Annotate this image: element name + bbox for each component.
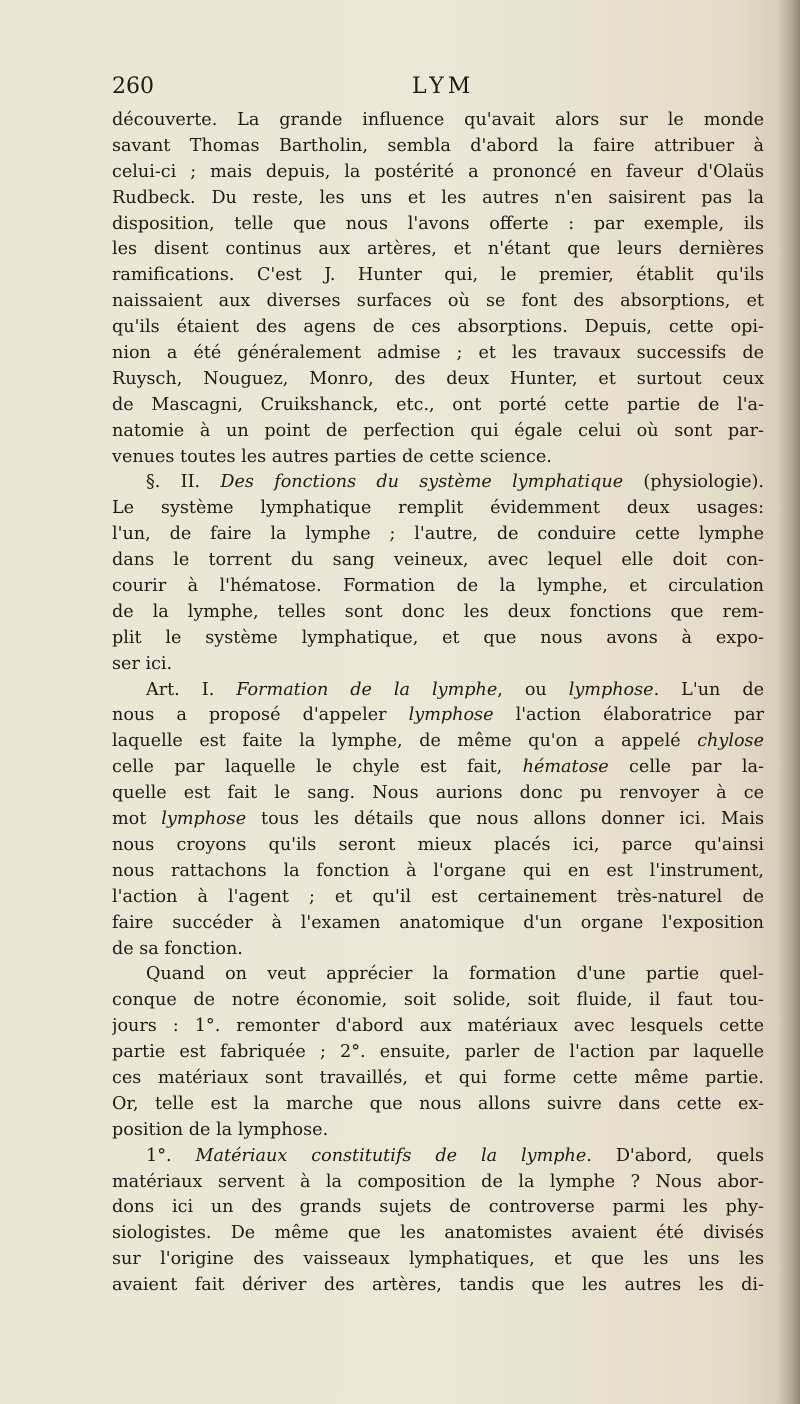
text-span: celle par la-: [608, 757, 764, 778]
text-span: celui-ci ; mais depuis, la postérité a prononcé en faveur d'Olaüs: [112, 161, 764, 182]
italic-text: hématose: [522, 757, 609, 778]
text-line: [112, 237, 764, 263]
text-span: Ruysch, Nouguez, Monro, des deux Hunter, et surtout ceux: [112, 368, 764, 389]
text-line: [112, 1092, 764, 1118]
text-line: [112, 574, 764, 600]
text-line: [112, 988, 764, 1014]
italic-text: chylose: [697, 731, 764, 752]
italic-text: Des fonctions du système lymphatique: [220, 472, 624, 493]
text-line: [112, 1118, 764, 1144]
text-span: jours : 1°. remonter d'abord aux matériaux avec lesquels cette: [112, 1016, 764, 1037]
text-span: mot: [112, 809, 162, 830]
text-span: Le système lymphatique remplit évidemment deux usages:: [112, 498, 764, 519]
text-line: [112, 600, 764, 626]
text-span: ser ici.: [112, 653, 173, 674]
text-line: [112, 1273, 764, 1299]
text-span: quelle est fait le sang. Nous aurions donc pu renvoyer à ce: [112, 783, 764, 804]
text-span: découverte. La grande influence qu'avait alors sur le monde: [112, 110, 764, 130]
text-line: [112, 212, 764, 238]
text-line: [112, 470, 764, 496]
running-head: LYM: [412, 74, 475, 99]
text-span: Rudbeck. Du reste, les uns et les autres n'en saisirent pas la: [112, 187, 764, 208]
page-number: 260: [112, 74, 154, 99]
text-span: position de la lymphose.: [112, 1119, 329, 1140]
text-span: nous rattachons la fonction à l'organe qui en est l'instrument,: [112, 860, 764, 881]
text-span: l'un, de faire la lymphe ; l'autre, de conduire cette lymphe: [112, 524, 764, 545]
text-line: [112, 393, 764, 419]
text-span: nous croyons qu'ils seront mieux placés ici, parce qu'ainsi: [112, 834, 764, 855]
text-line: [112, 341, 764, 367]
text-line: [112, 1144, 764, 1170]
text-line: [112, 678, 764, 704]
text-line: [112, 885, 764, 911]
text-span: de Mascagni, Cruikshanck, etc., ont porté cette partie de l'a-: [112, 394, 764, 415]
text-line: [112, 367, 764, 393]
text-span: tous les détails que nous allons donner ici. Mais: [246, 809, 764, 830]
text-span: naissaient aux diverses surfaces où se font des absorptions, et: [112, 291, 764, 312]
text-span: conque de notre économie, soit solide, soit fluide, il faut tou-: [112, 990, 764, 1011]
text-span: matériaux servent à la composition de la lymphe ? Nous abor-: [112, 1171, 764, 1192]
page-header: [112, 74, 762, 104]
text-line: [112, 729, 764, 755]
text-line: [112, 1247, 764, 1273]
text-line: [112, 652, 764, 678]
text-line: [112, 160, 764, 186]
text-line: [112, 445, 764, 471]
text-line: [112, 289, 764, 315]
text-span: Quand on veut apprécier la formation d'une partie quel-: [146, 964, 764, 985]
text-span: laquelle est faite la lymphe, de même qu'on a appelé: [112, 731, 698, 752]
text-span: courir à l'hématose. Formation de la lymphe, et circulation: [112, 576, 764, 597]
text-line: [112, 108, 764, 134]
text-line: [112, 1195, 764, 1221]
text-span: dans le torrent du sang veineux, avec lequel elle doit con-: [112, 550, 764, 571]
text-span: l'action élaboratrice par: [493, 705, 764, 726]
text-line: [112, 1066, 764, 1092]
text-span: savant Thomas Bartholin, sembla d'abord la faire attribuer à: [112, 135, 764, 156]
italic-text: lymphose: [568, 679, 654, 700]
italic-text: Formation de la lymphe: [236, 679, 498, 700]
text-line: [112, 1221, 764, 1247]
text-span: nous a proposé d'appeler: [112, 705, 409, 726]
italic-text: lymphose: [161, 809, 247, 830]
text-span: ramifications. C'est J. Hunter qui, le premier, établit qu'ils: [112, 265, 764, 286]
text-span: faire succéder à l'examen anatomique d'un organe l'exposition: [112, 912, 764, 933]
text-span: partie est fabriquée ; 2°. ensuite, parler de l'action par laquelle: [112, 1042, 764, 1063]
text-line: [112, 781, 764, 807]
text-span: . D'abord, quels: [586, 1145, 764, 1166]
text-line: [112, 859, 764, 885]
text-span: venues toutes les autres parties de cette science.: [112, 446, 552, 467]
text-span: natomie à un point de perfection qui égale celui où sont par-: [112, 420, 764, 441]
text-line: [112, 755, 764, 781]
text-line: [112, 703, 764, 729]
text-span: ces matériaux sont travaillés, et qui forme cette même partie.: [112, 1067, 764, 1088]
text-span: les disent continus aux artères, et n'étant que leurs dernières: [112, 239, 764, 260]
text-span: , ou: [497, 679, 569, 700]
text-line: [112, 807, 764, 833]
text-line: [112, 833, 764, 859]
italic-text: lymphose: [408, 705, 494, 726]
text-line: [112, 496, 764, 522]
text-span: plit le système lymphatique, et que nous avons à expo-: [112, 627, 764, 648]
text-span: l'action à l'agent ; et qu'il est certainement très-naturel de: [112, 886, 764, 907]
text-line: [112, 548, 764, 574]
text-span: dons ici un des grands sujets de controverse parmi les phy-: [112, 1197, 764, 1218]
text-line: [112, 1014, 764, 1040]
text-span: qu'ils étaient des agens de ces absorptions. Depuis, cette opi-: [112, 317, 764, 338]
text-line: [112, 263, 764, 289]
text-line: [112, 962, 764, 988]
text-span: . L'un de: [653, 679, 764, 700]
text-span: (physiologie).: [623, 472, 764, 493]
text-span: Art. I.: [146, 679, 237, 700]
page-gutter-shadow: [778, 0, 800, 1404]
text-span: 1°.: [146, 1145, 196, 1166]
text-span: nion a été généralement admise ; et les travaux successifs de: [112, 343, 764, 364]
text-span: disposition, telle que nous l'avons offerte : par exemple, ils: [112, 213, 764, 234]
text-span: de la lymphe, telles sont donc les deux fonctions que rem-: [112, 601, 764, 622]
text-span: celle par laquelle le chyle est fait,: [112, 757, 523, 778]
text-line: [112, 911, 764, 937]
text-span: §. II.: [146, 472, 221, 493]
text-span: Or, telle est la marche que nous allons suivre dans cette ex-: [112, 1093, 764, 1114]
text-line: [112, 134, 764, 160]
body-text: [112, 108, 764, 1299]
text-line: [112, 419, 764, 445]
text-line: [112, 522, 764, 548]
text-line: [112, 1170, 764, 1196]
italic-text: Matériaux constitutifs de la lymphe: [195, 1145, 587, 1166]
text-span: avaient fait dériver des artères, tandis que les autres les di-: [112, 1275, 764, 1296]
text-line: [112, 315, 764, 341]
text-line: [112, 626, 764, 652]
text-span: de sa fonction.: [112, 938, 243, 959]
text-line: [112, 937, 764, 963]
text-line: [112, 1040, 764, 1066]
text-span: siologistes. De même que les anatomistes avaient été divisés: [112, 1223, 764, 1244]
text-span: sur l'origine des vaisseaux lymphatiques, et que les uns les: [112, 1249, 764, 1270]
text-line: [112, 186, 764, 212]
